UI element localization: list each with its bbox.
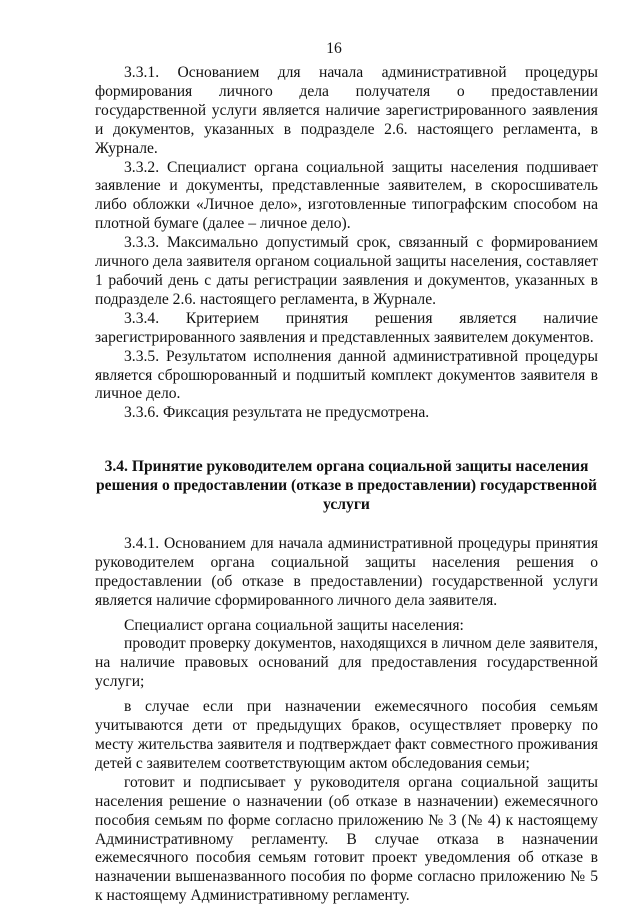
paragraph-3-4-1: 3.4.1. Основанием для начала административной процедуры принятия руководителем органа социальной защиты населения решения о предоставлении (об отказе в предоставлении) государственной услуги является наличие сформированного личного дела заявителя.: [95, 534, 598, 609]
section-heading-line: услуги: [323, 496, 370, 514]
section-heading-3-4: [95, 458, 598, 515]
paragraph-specialist-intro: Специалист органа социальной защиты населения:: [124, 616, 464, 634]
paragraph-3-3-6: 3.3.6. Фиксация результата не предусмотрена.: [124, 404, 430, 422]
paragraph-check-documents: проводит проверку документов, находящихся в личном деле заявителя, на наличие правовых оснований для предоставления государственной услуги;: [95, 635, 598, 691]
paragraph-3-3-2: 3.3.2. Специалист органа социальной защиты населения подшивает заявление и документы, представленные заявителем, в скоросшиватель либо обложки «Личное дело», изготовленные типографским способом на плотной бумаге (далее – личное дело).: [95, 158, 598, 233]
section-heading-line: 3.4. Принятие руководителем органа социальной защиты населения: [104, 458, 589, 476]
section-heading-line: решения о предоставлении (отказе в предоставлении) государственной: [95, 477, 598, 495]
paragraph-3-3-4: 3.3.4. Критерием принятия решения является наличие зарегистрированного заявления и представленных заявителем документов.: [95, 309, 598, 346]
paragraph-3-3-1: 3.3.1. Основанием для начала административной процедуры формирования личного дела получателя о предоставлении государственной услуги является наличие зарегистрированного заявления и документов, указанных в подразделе 2.6. настоящего регламента, в Журнале.: [95, 64, 598, 157]
paragraph-3-3-3: 3.3.3. Максимально допустимый срок, связанный с формированием личного дела заявителя органом социальной защиты населения, составляет 1 рабочий день с даты регистрации заявления и документов, указанных в подразделе 2.6. настоящего регламента, в Журнале.: [95, 234, 598, 308]
paragraph-decision: готовит и подписывает у руководителя органа социальной защиты населения решение о назначении (об отказе в назначении) ежемесячного пособия семьям по форме согласно приложению № 3 (№ 4) к настоящему Административному регламенту. В случае отказа в назначении ежемесячного пособия семьям готовит проект уведомления об отказе в назначении вышеназванного пособия по форме согласно приложению № 5 к настоящему Административному регламенту.: [95, 773, 598, 905]
paragraph-residence-check: в случае если при назначении ежемесячного пособия семьям учитываются дети от предыдущих браков, осуществляет проверку по месту жительства заявителя и подтверждает факт совместного проживания детей с заявителем соответствующим актом обследования семьи;: [95, 698, 598, 772]
page-number: 16: [326, 40, 342, 57]
paragraph-3-3-5: 3.3.5. Результатом исполнения данной административной процедуры является сброшюрованный и подшитый комплект документов заявителя в личное дело.: [95, 347, 598, 403]
document-body: [95, 64, 598, 906]
